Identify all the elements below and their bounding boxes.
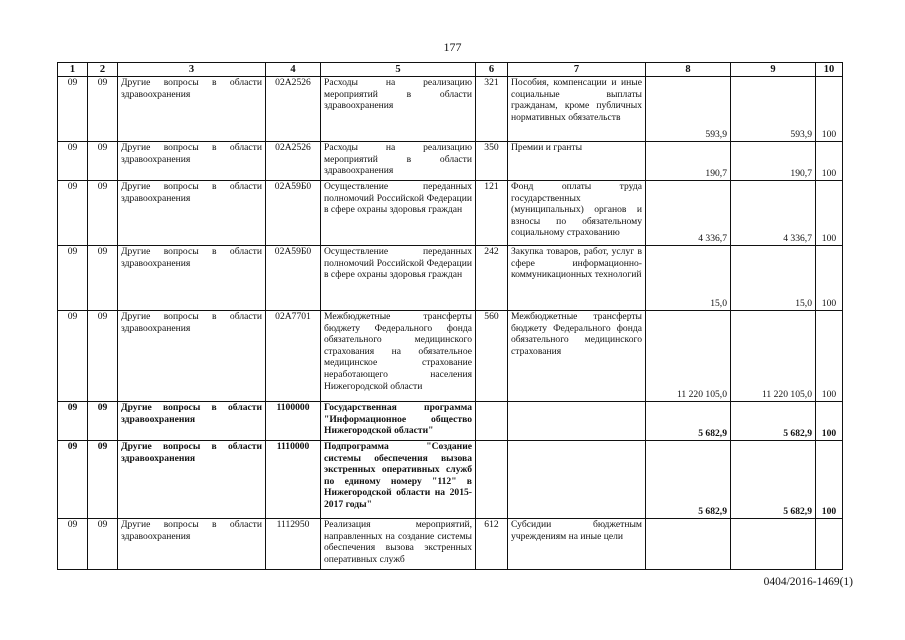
expense-type-name-cell: Субсидии бюджетным учреждениям на иные цели [508,519,646,570]
column-header: 5 [321,63,476,77]
execution-percent-cell: 100 [816,181,843,246]
column-header: 3 [118,63,266,77]
expense-type-name-cell [508,441,646,519]
table-row [58,77,843,142]
target-article-code-cell: 02А7701 [266,311,321,402]
planned-amount-cell [646,519,731,570]
expense-type-code-cell [476,441,508,519]
table-row [58,246,843,311]
planned-amount-cell: 593,9 [646,77,731,142]
executed-amount-cell [731,519,816,570]
target-article-name-cell: Реализация мероприятий, направленных на создание системы обеспечения вызова экстренных оперативных служб [321,519,476,570]
section-code-cell: 09 [58,402,88,441]
expense-type-code-cell: 321 [476,77,508,142]
target-article-name-cell: Осуществление переданных полномочий Российской Федерации в сфере охраны здоровья граждан [321,181,476,246]
target-article-code-cell: 02А2526 [266,77,321,142]
execution-percent-cell: 100 [816,311,843,402]
table-row [58,311,843,402]
section-name-cell: Другие вопросы в области здравоохранения [118,402,266,441]
column-header: 4 [266,63,321,77]
executed-amount-cell: 190,7 [731,142,816,181]
section-name-cell: Другие вопросы в области здравоохранения [118,441,266,519]
section-code-cell: 09 [58,77,88,142]
subsection-code-cell: 09 [88,402,118,441]
expense-type-name-cell: Премии и гранты [508,142,646,181]
planned-amount-cell: 11 220 105,0 [646,311,731,402]
target-article-code-cell: 02А59Б0 [266,246,321,311]
section-name-cell: Другие вопросы в области здравоохранения [118,181,266,246]
table-row [58,181,843,246]
table-row [58,142,843,181]
planned-amount-cell: 190,7 [646,142,731,181]
target-article-name-cell: Расходы на реализацию мероприятий в области здравоохранения [321,77,476,142]
expense-type-code-cell: 560 [476,311,508,402]
expense-type-name-cell [508,402,646,441]
subsection-code-cell: 09 [88,519,118,570]
target-article-code-cell: 1110000 [266,441,321,519]
executed-amount-cell: 11 220 105,0 [731,311,816,402]
section-code-cell: 09 [58,181,88,246]
table-row [58,519,843,570]
executed-amount-cell: 4 336,7 [731,181,816,246]
target-article-name-cell: Государственная программа "Информационное общество Нижегородской области" [321,402,476,441]
target-article-code-cell: 1100000 [266,402,321,441]
executed-amount-cell: 593,9 [731,77,816,142]
expense-type-code-cell: 242 [476,246,508,311]
page-number: 177 [443,40,462,54]
subsection-code-cell: 09 [88,441,118,519]
target-article-name-cell: Межбюджетные трансферты бюджету Федерального фонда обязательного медицинского страхования на обязательное медицинское страхование неработающего населения Нижегородской области [321,311,476,402]
subsection-code-cell: 09 [88,77,118,142]
subsection-code-cell: 09 [88,142,118,181]
expense-type-name-cell: Закупка товаров, работ, услуг в сфере информационно-коммуникационных технологий [508,246,646,311]
target-article-name-cell: Осуществление переданных полномочий Российской Федерации в сфере охраны здоровья граждан [321,246,476,311]
section-code-cell: 09 [58,246,88,311]
executed-amount-cell: 15,0 [731,246,816,311]
budget-table [57,62,843,570]
section-name-cell: Другие вопросы в области здравоохранения [118,142,266,181]
section-code-cell: 09 [58,441,88,519]
section-code-cell: 09 [58,142,88,181]
expense-type-code-cell: 350 [476,142,508,181]
subsection-code-cell: 09 [88,181,118,246]
executed-amount-cell: 5 682,9 [731,402,816,441]
execution-percent-cell: 100 [816,77,843,142]
table-row [58,402,843,441]
planned-amount-cell: 5 682,9 [646,441,731,519]
execution-percent-cell: 100 [816,142,843,181]
target-article-name-cell: Подпрограмма "Создание системы обеспечения вызова экстренных оперативных служб по единому номеру "112" в Нижегородской области на 2015-2017 годы" [321,441,476,519]
column-header: 9 [731,63,816,77]
table-header-row [58,63,843,77]
execution-percent-cell [816,519,843,570]
expense-type-code-cell: 121 [476,181,508,246]
section-code-cell: 09 [58,519,88,570]
column-header: 2 [88,63,118,77]
planned-amount-cell: 5 682,9 [646,402,731,441]
section-code-cell: 09 [58,311,88,402]
column-header: 7 [508,63,646,77]
section-name-cell: Другие вопросы в области здравоохранения [118,519,266,570]
document-code: 0404/2016-1469(1) [763,576,853,588]
expense-type-code-cell [476,402,508,441]
subsection-code-cell: 09 [88,246,118,311]
expense-type-name-cell: Фонд оплаты труда государственных (муниципальных) органов и взносы по обязательному социальному страхованию [508,181,646,246]
planned-amount-cell: 15,0 [646,246,731,311]
execution-percent-cell: 100 [816,402,843,441]
section-name-cell: Другие вопросы в области здравоохранения [118,246,266,311]
section-name-cell: Другие вопросы в области здравоохранения [118,77,266,142]
expense-type-name-cell: Межбюджетные трансферты бюджету Федерального фонда обязательного медицинского страхования [508,311,646,402]
table-row [58,441,843,519]
subsection-code-cell: 09 [88,311,118,402]
planned-amount-cell: 4 336,7 [646,181,731,246]
target-article-code-cell: 02А2526 [266,142,321,181]
execution-percent-cell: 100 [816,246,843,311]
column-header: 6 [476,63,508,77]
column-header: 10 [816,63,843,77]
column-header: 1 [58,63,88,77]
target-article-code-cell: 02А59Б0 [266,181,321,246]
expense-type-code-cell: 612 [476,519,508,570]
target-article-code-cell: 1112950 [266,519,321,570]
column-header: 8 [646,63,731,77]
expense-type-name-cell: Пособия, компенсации и иные социальные выплаты гражданам, кроме публичных нормативных обязательств [508,77,646,142]
section-name-cell: Другие вопросы в области здравоохранения [118,311,266,402]
executed-amount-cell: 5 682,9 [731,441,816,519]
target-article-name-cell: Расходы на реализацию мероприятий в области здравоохранения [321,142,476,181]
execution-percent-cell: 100 [816,441,843,519]
